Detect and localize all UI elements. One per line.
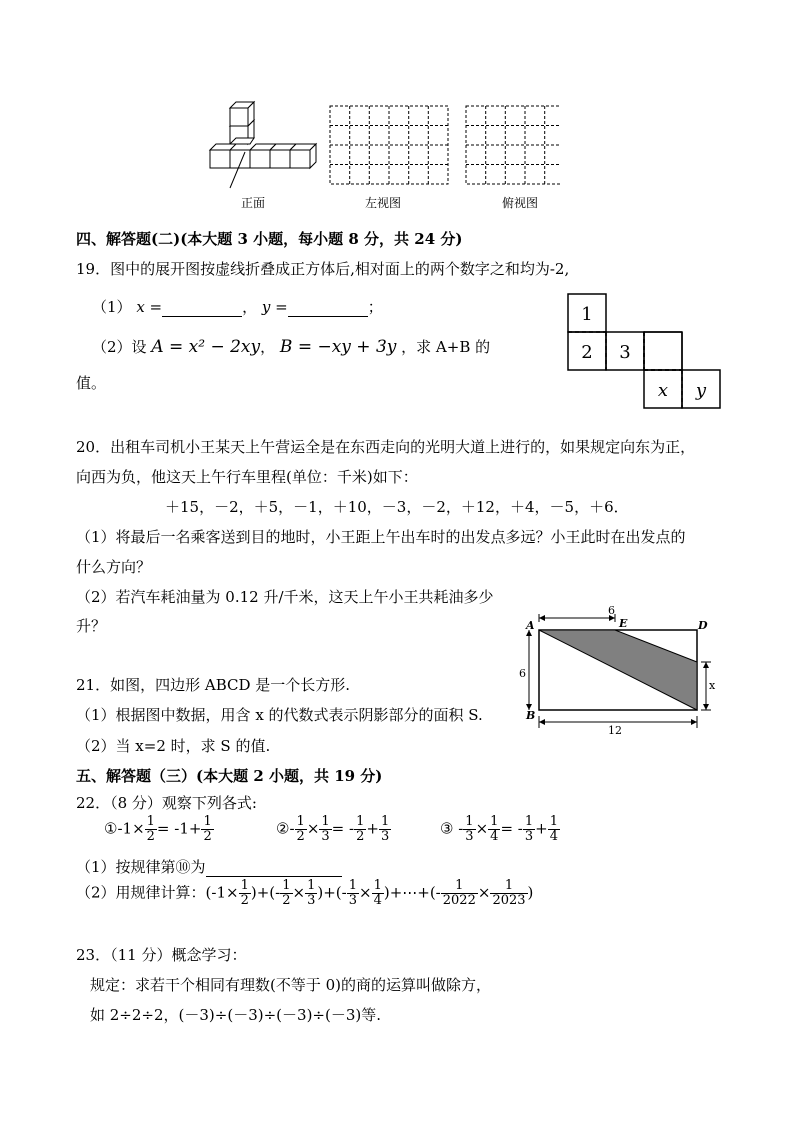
q21-stem: 21．如图，四边形 ABCD 是一个长方形. bbox=[76, 676, 351, 694]
label-top-6: 6 bbox=[608, 604, 615, 617]
q20-stem2: 向西为负，他这天上午行车里程(单位：千米)如下： bbox=[76, 468, 418, 486]
left-view-label: 左视图 bbox=[365, 196, 402, 210]
top-view-label: 俯视图 bbox=[502, 196, 539, 210]
q22-eq2: ②- $\frac{1}{2}$ × $\frac{1}{3}$ = - $\frac{1}{2}$ + $\frac{1}{3}$ bbox=[276, 814, 390, 844]
q22-part2: （2）用规律计算：(-1× $\frac{1}{2}$ )+(- $\frac{1}{2}$ × $\frac{1}{3}$ )+(- $\frac{1}{3}$ × $\frac{1}{4}$ )+⋯+(- $\frac{1}{2022}$ × $\frac{1}{2023}$ ) bbox=[76, 878, 534, 908]
q19-part2-end: 值。 bbox=[76, 374, 107, 392]
label-B: B bbox=[526, 709, 536, 722]
q23-example: 如 2÷2÷2，(－3)÷(－3)÷(－3)÷(－3)等. bbox=[90, 1006, 381, 1024]
q21-part2: （2）当 x=2 时，求 S 的值. bbox=[76, 737, 271, 755]
label-left-6: 6 bbox=[519, 667, 526, 680]
label-right-x: x bbox=[709, 679, 716, 692]
section4-heading: 四、解答题(二)(本大题 3 小题，每小题 8 分，共 24 分) bbox=[76, 230, 463, 248]
q19-stem: 19．图中的展开图按虚线折叠成正方体后,相对面上的两个数字之和均为-2, bbox=[76, 260, 570, 278]
q22-part1: （1）按规律第⑩为 bbox=[76, 856, 342, 877]
label-bottom-12: 12 bbox=[608, 724, 622, 737]
section5-heading: 五、解答题（三）(本大题 2 小题，共 19 分) bbox=[76, 767, 383, 785]
q20-part1b: 什么方向？ bbox=[76, 558, 152, 576]
q20-data: ＋15，－2，＋5，－1，＋10，－3，－2，＋12，＋4，－5，＋6． bbox=[165, 498, 629, 516]
front-label: 正面 bbox=[241, 196, 266, 210]
label-A: A bbox=[526, 619, 535, 632]
q19-part2: （2）设 A = x² − 2xy， B = −xy + 3y ，求 A+B 的 bbox=[92, 337, 491, 357]
q22-eq1: ①-1× $\frac{1}{2}$ = -1+ $\frac{1}{2}$ bbox=[104, 814, 212, 844]
net-face-1: 1 bbox=[581, 304, 593, 325]
cube-net-figure bbox=[566, 292, 726, 410]
cube-stack bbox=[210, 102, 316, 188]
left-view-grid bbox=[330, 106, 448, 184]
q22-stem: 22．（8 分）观察下列各式: bbox=[76, 794, 257, 812]
q23-stem: 23．（11 分）概念学习： bbox=[76, 946, 247, 964]
label-D: D bbox=[698, 619, 708, 632]
label-E: E bbox=[619, 617, 628, 630]
rectangle-figure bbox=[515, 604, 720, 738]
q19-part1: （1） x = ， y = ； bbox=[92, 298, 383, 316]
net-face-3: 3 bbox=[619, 342, 631, 363]
top-view-grid bbox=[466, 106, 560, 184]
q20-part2a: （2）若汽车耗油量为 0.12 升/千米，这天上午小王共耗油多少 bbox=[76, 588, 494, 606]
q20-stem1: 20．出租车司机小王某天上午营运全是在东西走向的光明大道上进行的，如果规定向东为正， bbox=[76, 438, 696, 456]
net-face-2: 2 bbox=[581, 342, 593, 363]
q20-part1a: （1）将最后一名乘客送到目的地时，小王距上午出车时的出发点多远？小王此时在出发点的 bbox=[76, 528, 686, 546]
q21-part1: （1）根据图中数据，用含 x 的代数式表示阴影部分的面积 S. bbox=[76, 706, 483, 724]
q23-rule: 规定：求若干个相同有理数(不等于 0)的商的运算叫做除方， bbox=[90, 976, 492, 994]
q20-part2b: 升？ bbox=[76, 617, 107, 635]
net-face-y: y bbox=[695, 380, 707, 401]
q22-eq3: ③ - $\frac{1}{3}$ × $\frac{1}{4}$ = - $\frac{1}{3}$ + $\frac{1}{4}$ bbox=[440, 814, 558, 844]
net-face-x: x bbox=[657, 380, 669, 401]
